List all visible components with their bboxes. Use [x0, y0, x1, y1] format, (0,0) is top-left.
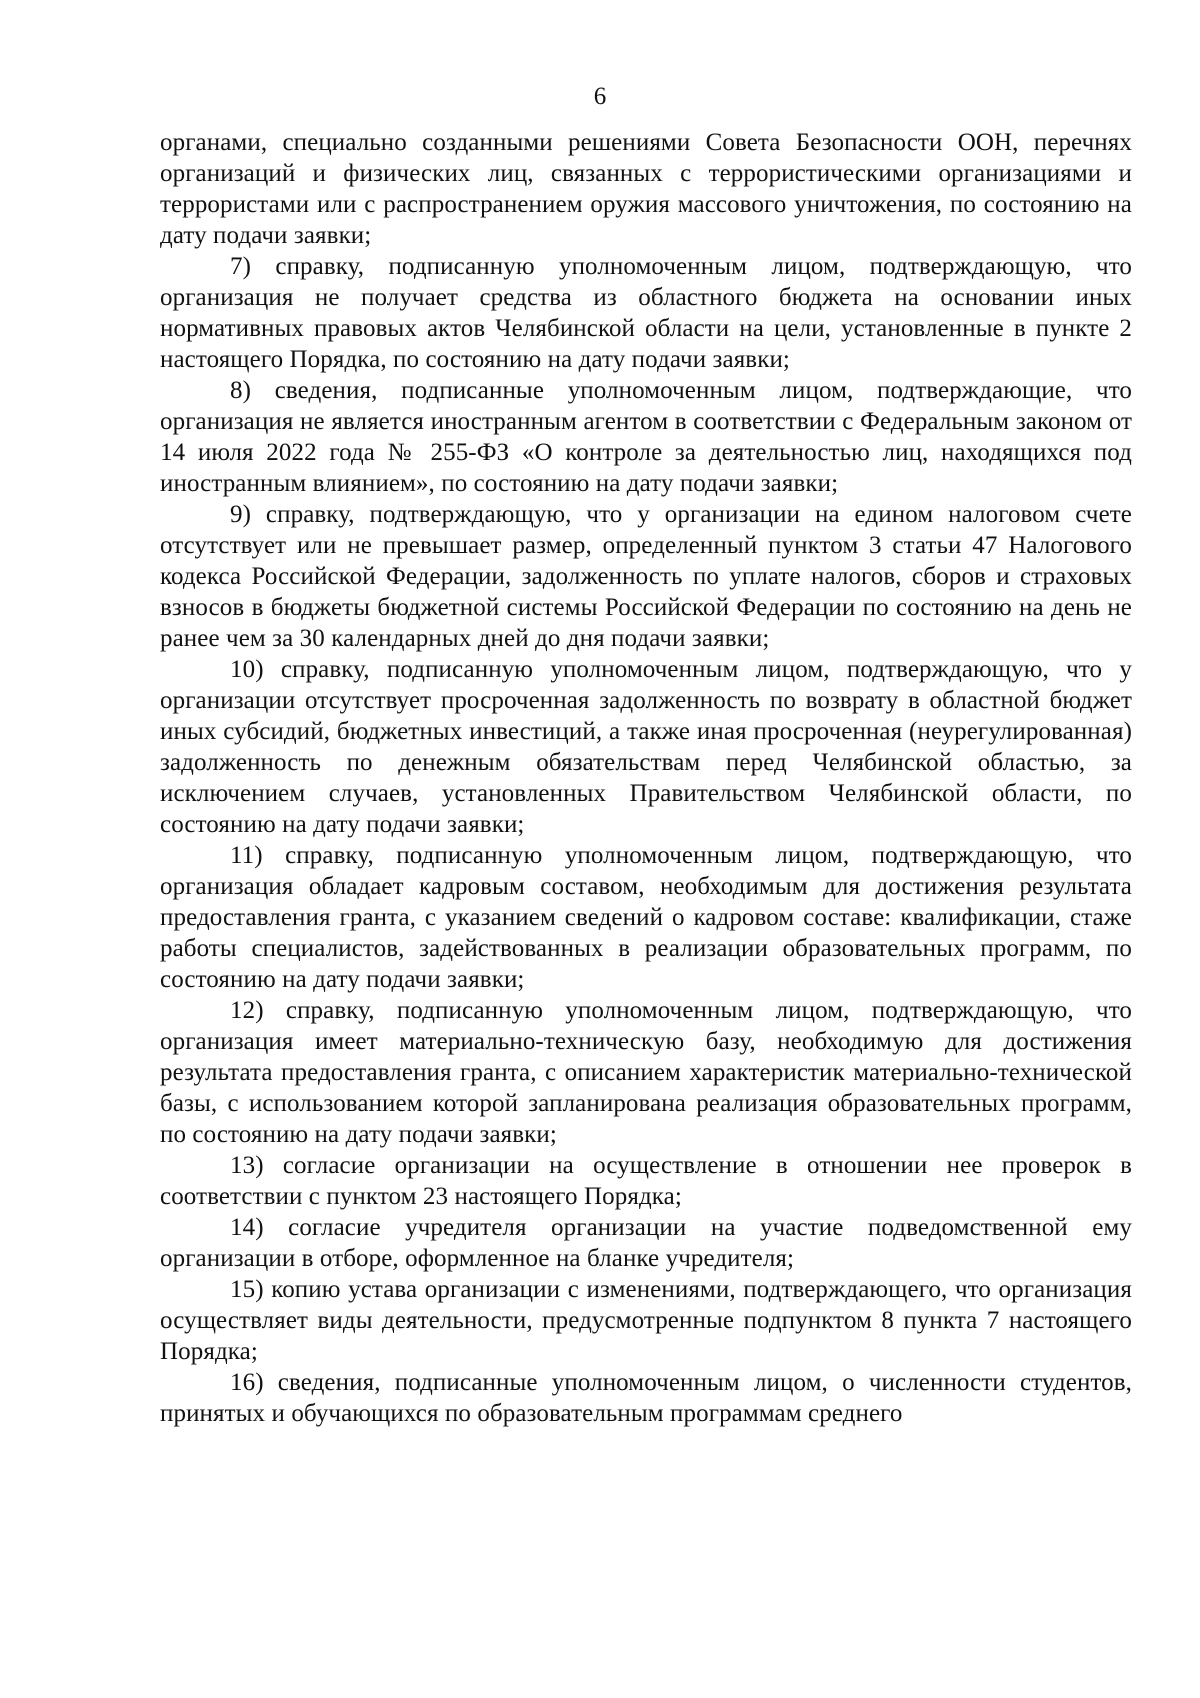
paragraph-item-13: 13) согласие организации на осуществление в отношении нее проверок в соответствии с пунктом 23 настоящего Порядка; — [160, 1152, 1132, 1210]
document-body — [160, 127, 1132, 1429]
paragraph-item-16: 16) сведения, подписанные уполномоченным лицом, о численности студентов, принятых и обучающихся по образовательным программам среднего — [160, 1369, 1132, 1427]
paragraph-item-15: 15) копию устава организации с изменениями, подтверждающего, что организация осуществляет виды деятельности, предусмотренные подпунктом 8 пункта 7 настоящего Порядка; — [160, 1276, 1132, 1365]
paragraph-continuation: органами, специально созданными решениями Совета Безопасности ООН, перечнях организаций и физических лиц, связанных с террористическими организациями и террористами или с распространением оружия массового уничтожения, по состоянию на дату подачи заявки; — [160, 129, 1132, 249]
paragraph-item-9: 9) справку, подтверждающую, что у организации на едином налоговом счете отсутствует или не превышает размер, определенный пунктом 3 статьи 47 Налогового кодекса Российской Федерации, задолженность по уплате налогов, сборов и страховых взносов в бюджеты бюджетной системы Российской Федерации по состоянию на день не ранее чем за 30 календарных дней до дня подачи заявки; — [160, 501, 1132, 652]
paragraph-item-7: 7) справку, подписанную уполномоченным лицом, подтверждающую, что организация не получает средства из областного бюджета на основании иных нормативных правовых актов Челябинской области на цели, установленные в пункте 2 настоящего Порядка, по состоянию на дату подачи заявки; — [160, 253, 1132, 373]
page-number: 6 — [593, 83, 607, 110]
paragraph-item-12: 12) справку, подписанную уполномоченным лицом, подтверждающую, что организация имеет материально-техническую базу, необходимую для достижения результата предоставления гранта, с описанием характеристик материально-технической базы, с использованием которой запланирована реализация образовательных программ, по состоянию на дату подачи заявки; — [160, 997, 1132, 1148]
paragraph-item-14: 14) согласие учредителя организации на участие подведомственной ему организации в отборе, оформленное на бланке учредителя; — [160, 1214, 1132, 1272]
paragraph-item-8: 8) сведения, подписанные уполномоченным лицом, подтверждающие, что организация не является иностранным агентом в соответствии с Федеральным законом от 14 июля 2022 года № 255-ФЗ «О контроле за деятельностью лиц, находящихся под иностранным влиянием», по состоянию на дату подачи заявки; — [160, 377, 1132, 497]
paragraph-item-10: 10) справку, подписанную уполномоченным лицом, подтверждающую, что у организации отсутствует просроченная задолженность по возврату в областной бюджет иных субсидий, бюджетных инвестиций, а также иная просроченная (неурегулированная) задолженность по денежным обязательствам перед Челябинской областью, за исключением случаев, установленных Правительством Челябинской области, по состоянию на дату подачи заявки; — [160, 656, 1132, 838]
paragraph-item-11: 11) справку, подписанную уполномоченным лицом, подтверждающую, что организация обладает кадровым составом, необходимым для достижения результата предоставления гранта, с указанием сведений о кадровом составе: квалификации, стаже работы специалистов, задействованных в реализации образовательных программ, по состоянию на дату подачи заявки; — [160, 842, 1132, 993]
